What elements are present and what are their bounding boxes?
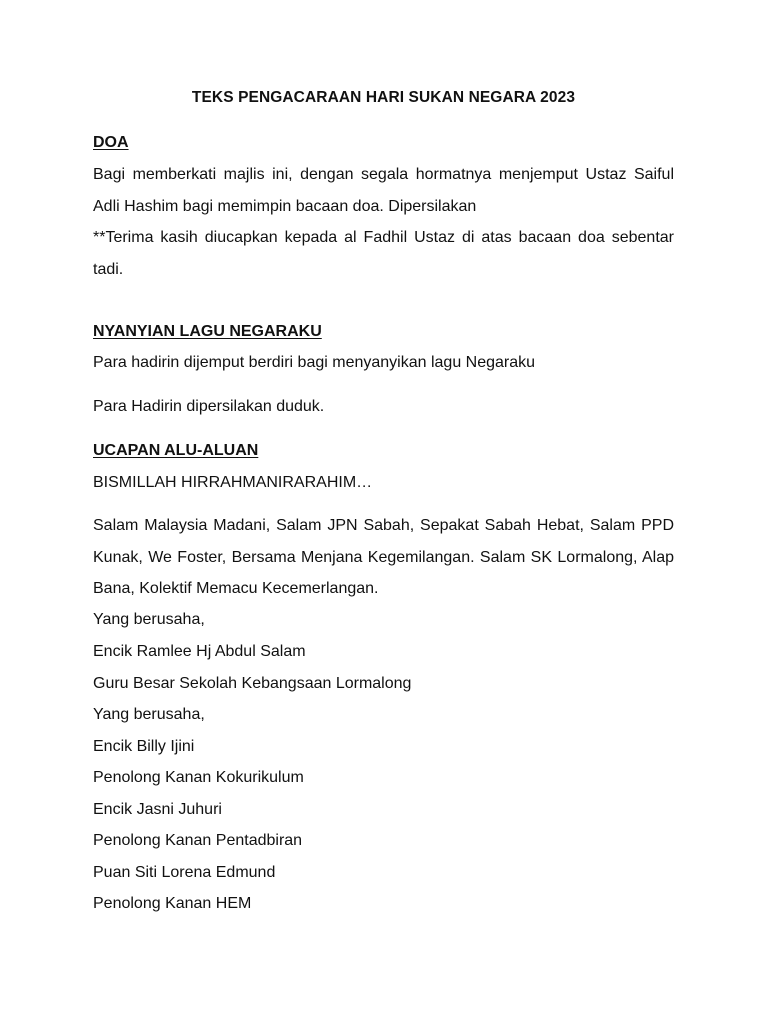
ucapan-bismillah-line: BISMILLAH HIRRAHMANIRARAHIM… bbox=[93, 474, 373, 491]
ucapan-line: Encik Billy Ijini bbox=[93, 738, 195, 755]
ucapan-salam-paragraph: Salam Malaysia Madani, Salam JPN Sabah, Sepakat Sabah Hebat, Salam PPD Kunak, We Foster, Bersama Menjana Kegemilangan. Salam SK Lormalong, Alap Bana, Kolektif Memacu Kecemerlangan. bbox=[93, 517, 674, 597]
section-heading-doa: DOA bbox=[93, 134, 129, 151]
ucapan-line: Yang berusaha, bbox=[93, 706, 205, 723]
doa-paragraph-invitation: Bagi memberkati majlis ini, dengan segala hormatnya menjemput Ustaz Saiful Adli Hashim bagi memimpin bacaan doa. Dipersilakan bbox=[93, 166, 674, 215]
document-title: TEKS PENGACARAAN HARI SUKAN NEGARA 2023 bbox=[191, 89, 576, 106]
section-heading-negaraku: NYANYIAN LAGU NEGARAKU bbox=[93, 323, 322, 340]
negaraku-stand-line: Para hadirin dijemput berdiri bagi menyanyikan lagu Negaraku bbox=[93, 354, 536, 371]
ucapan-line: Guru Besar Sekolah Kebangsaan Lormalong bbox=[93, 675, 412, 692]
ucapan-line: Penolong Kanan HEM bbox=[93, 895, 252, 912]
ucapan-line: Encik Ramlee Hj Abdul Salam bbox=[93, 643, 306, 660]
ucapan-line: Yang berusaha, bbox=[93, 611, 205, 628]
document-page bbox=[93, 0, 674, 1024]
negaraku-sit-line: Para Hadirin dipersilakan duduk. bbox=[93, 398, 325, 415]
ucapan-line: Encik Jasni Juhuri bbox=[93, 801, 222, 818]
ucapan-line: Penolong Kanan Pentadbiran bbox=[93, 832, 303, 849]
ucapan-line: Puan Siti Lorena Edmund bbox=[93, 864, 276, 881]
doa-paragraph-thanks: **Terima kasih diucapkan kepada al Fadhil Ustaz di atas bacaan doa sebentar tadi. bbox=[93, 229, 674, 278]
section-heading-ucapan: UCAPAN ALU-ALUAN bbox=[93, 442, 259, 459]
ucapan-line: Penolong Kanan Kokurikulum bbox=[93, 769, 304, 786]
